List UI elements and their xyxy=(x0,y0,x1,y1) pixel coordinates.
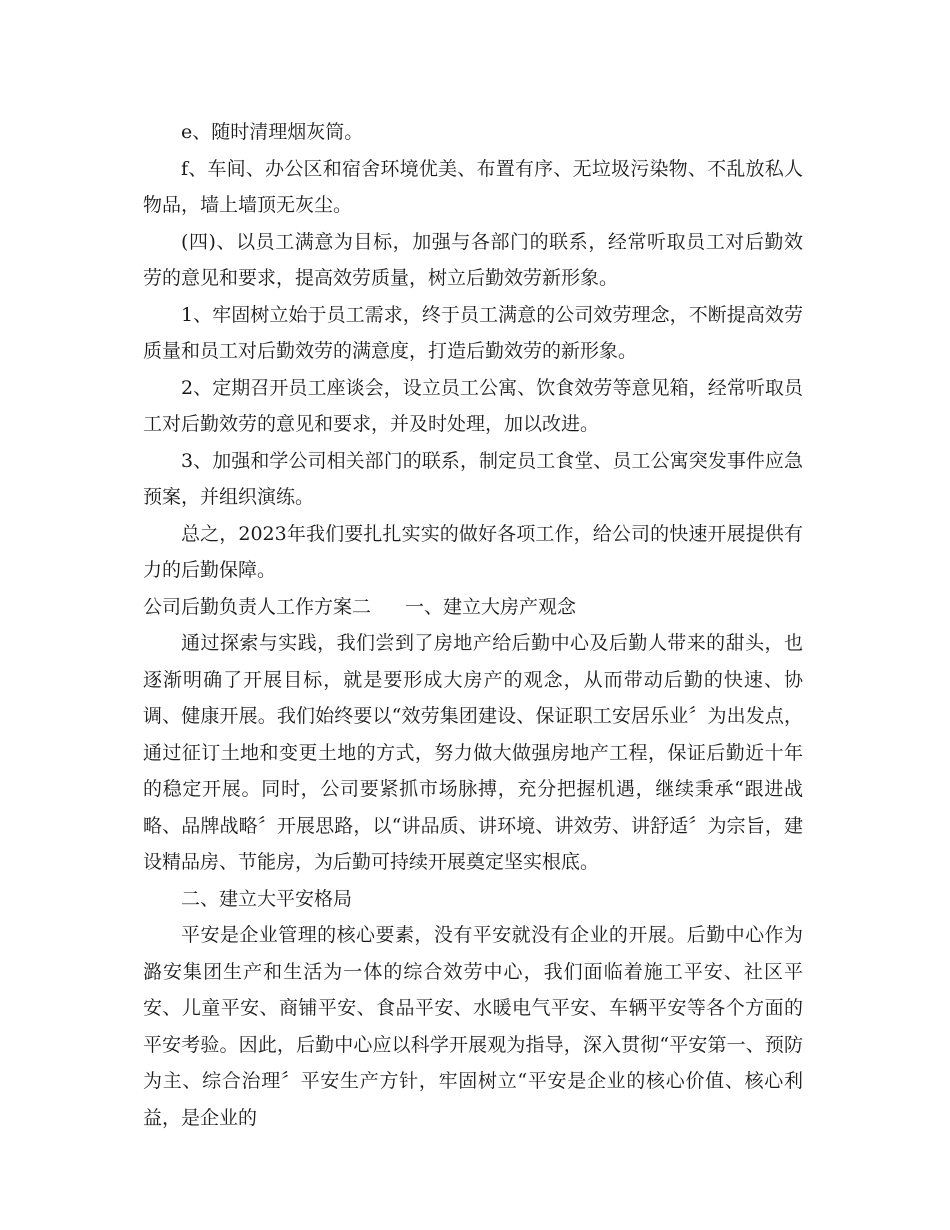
section-heading xyxy=(143,589,803,626)
paragraph-point-3: 3、加强和学公司相关部门的联系，制定员工食堂、员工公寓突发事件应急预案，并组织演练。 xyxy=(143,449,803,508)
document-body xyxy=(143,114,803,1136)
paragraph-safety: 平安是企业管理的核心要素，没有平安就没有企业的开展。后勤中心作为潞安集团生产和生活为一体的综合效劳中心，我们面临着施工平安、社区平安、儿童平安、商铺平安、食品平安、水暖电气平安、车辆平安等各个方面的平安考验。因此，后勤中心应以科学开展观为指导，深入贯彻“平安第一、预防为主、综合治理〞平安生产方针，牢固树立“平安是企业的核心价值、核心利益，是企业的 xyxy=(143,924,803,1129)
paragraph-real-estate: 通过探索与实践，我们尝到了房地产给后勤中心及后勤人带来的甜头，也逐渐明确了开展目标，就是要形成大房产的观念，从而带动后勤的快速、协调、健康开展。我们始终要以“效劳集团建设、保证职工安居乐业〞为出发点，通过征订土地和变更土地的方式，努力做大做强房地产工程，保证后勤近十年的稳定开展。同时，公司要紧抓市场脉搏，充分把握机遇，继续秉承“跟进战略、品牌战略〞开展思路，以“讲品质、讲环境、讲效劳、讲舒适〞为宗旨，建设精品房、节能房，为后勤可持续开展奠定坚实根底。 xyxy=(143,632,803,873)
subheading-safety: 二、建立大平安格局 xyxy=(181,887,353,910)
paragraph-section-four: (四)、以员工满意为目标，加强与各部门的联系，经常听取员工对后勤效劳的意见和要求，提高效劳质量，树立后勤效劳新形象。 xyxy=(143,230,803,289)
section-title: 公司后勤负责人工作方案二 xyxy=(143,595,372,618)
section-subtitle: 一、建立大房产观念 xyxy=(405,595,577,618)
paragraph-point-2: 2、定期召开员工座谈会，设立员工公寓、饮食效劳等意见箱，经常听取员工对后勤效劳的意见和要求，并及时处理，加以改进。 xyxy=(143,376,803,435)
paragraph-item-e: e、随时清理烟灰筒。 xyxy=(181,121,364,143)
paragraph-item-f: f、车间、办公区和宿舍环境优美、布置有序、无垃圾污染物、不乱放私人物品，墙上墙顶无灰尘。 xyxy=(143,157,803,216)
paragraph-point-1: 1、牢固树立始于员工需求，终于员工满意的公司效劳理念，不断提高效劳质量和员工对后勤效劳的满意度，打造后勤效劳的新形象。 xyxy=(143,303,803,362)
paragraph-summary: 总之，2023年我们要扎扎实实的做好各项工作，给公司的快速开展提供有力的后勤保障。 xyxy=(143,522,803,581)
